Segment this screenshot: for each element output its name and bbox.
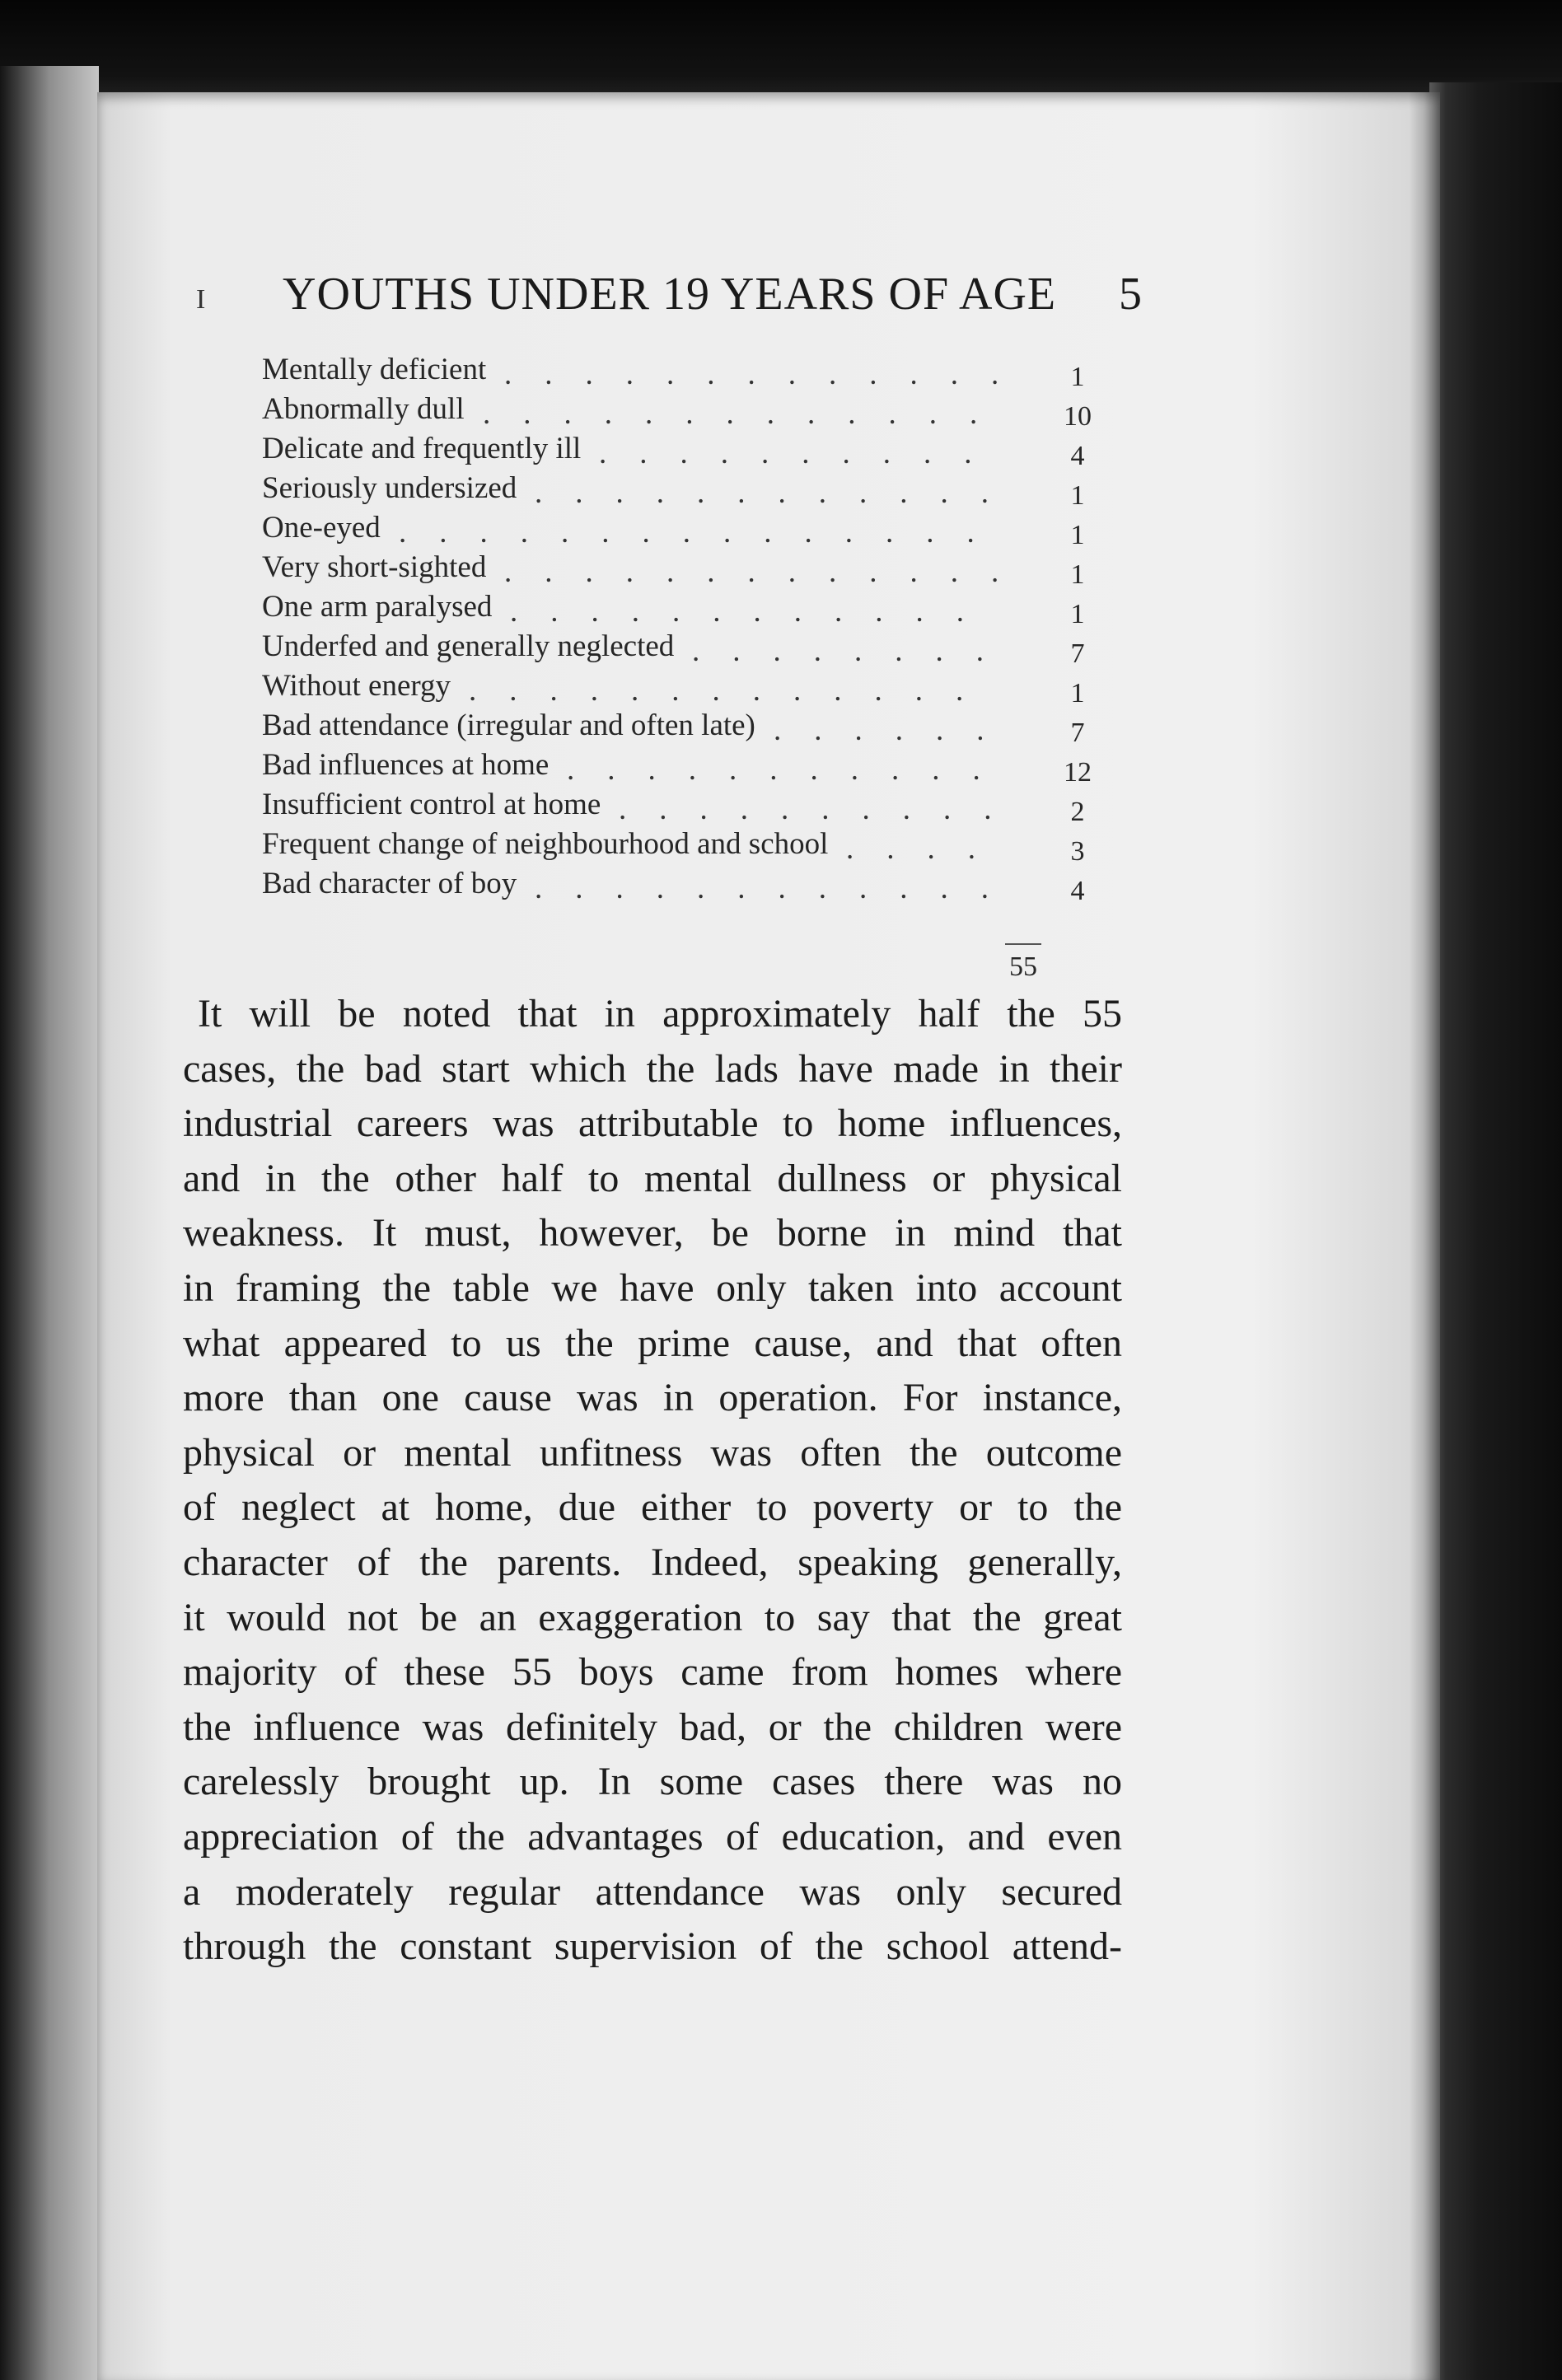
row-value: 7	[1070, 638, 1085, 669]
table-row	[262, 708, 1102, 747]
table-row	[262, 629, 1102, 668]
table-total: 55	[1009, 952, 1037, 982]
body-paragraph	[183, 987, 1122, 1975]
row-value: 4	[1070, 441, 1085, 471]
body-line: and in the other half to mental dullness or physical	[183, 1156, 1122, 1200]
scanner-background-top	[0, 0, 1562, 95]
table-row	[262, 431, 1102, 470]
body-line: industrial careers was attributable to home influences,	[183, 1101, 1122, 1146]
table-row	[262, 866, 1102, 905]
row-label: Delicate and frequently ill	[262, 432, 582, 465]
row-label: Abnormally dull	[262, 392, 465, 426]
book-edge-right	[1429, 82, 1562, 2380]
row-value: 10	[1064, 401, 1092, 432]
page-number: 5	[1119, 269, 1142, 320]
running-head	[196, 268, 1142, 334]
row-value: 1	[1070, 678, 1085, 708]
leader-dots: ....	[846, 832, 1008, 866]
table-row	[262, 391, 1102, 431]
leader-dots: ..........	[599, 437, 1005, 470]
body-line: it would not be an exaggeration to say that the great	[183, 1595, 1122, 1639]
row-label: Insufficient control at home	[262, 788, 601, 821]
row-label: Underfed and generally neglected	[262, 629, 675, 663]
table-row	[262, 747, 1102, 787]
row-value: 1	[1070, 559, 1085, 590]
body-line: the influence was definitely bad, or the children were	[183, 1704, 1122, 1749]
row-label: One-eyed	[262, 511, 381, 545]
body-line: carelessly brought up. In some cases there was no	[183, 1760, 1122, 1804]
row-value: 7	[1070, 718, 1085, 748]
leader-dots: ..........	[619, 793, 1025, 826]
table-row	[262, 589, 1102, 629]
table-row	[262, 787, 1102, 826]
body-line: physical or mental unfitness was often the outcome	[183, 1430, 1122, 1475]
total-rule	[1005, 943, 1041, 945]
body-line: cases, the bad start which the lads have made in their	[183, 1046, 1122, 1091]
body-line: of neglect at home, due either to poverty or to the	[183, 1485, 1122, 1530]
chapter-number: I	[196, 284, 206, 315]
leader-dots: ............	[535, 476, 1022, 510]
row-label: Mentally deficient	[262, 353, 487, 386]
leader-dots: ...............	[399, 516, 1008, 549]
body-line: appreciation of the advantages of education, and even	[183, 1814, 1122, 1859]
table-row	[262, 826, 1102, 866]
body-line: It will be noted that in approximately half the 55	[198, 992, 1122, 1036]
table-row	[262, 470, 1102, 510]
row-value: 1	[1070, 599, 1085, 629]
leader-dots: .............	[483, 397, 1011, 431]
leader-dots: ......	[774, 713, 1017, 747]
page-edge-shadow	[1409, 92, 1440, 2380]
row-value: 1	[1070, 520, 1085, 550]
row-label: Bad character of boy	[262, 867, 517, 900]
leader-dots: ........	[692, 634, 1017, 668]
row-value: 3	[1070, 836, 1085, 867]
body-line: a moderately regular attendance was only secured	[183, 1869, 1122, 1914]
causes-table	[262, 352, 1102, 905]
row-value: 4	[1070, 876, 1085, 906]
running-head-title: YOUTHS UNDER 19 YEARS OF AGE	[283, 269, 1057, 320]
row-value: 1	[1070, 362, 1085, 392]
body-line: through the constant supervision of the school attend-	[183, 1924, 1122, 1969]
body-line: what appeared to us the prime cause, and that often	[183, 1321, 1122, 1365]
leader-dots: .............	[504, 555, 1032, 589]
table-row	[262, 549, 1102, 589]
row-value: 2	[1070, 797, 1085, 827]
leader-dots: .............	[469, 674, 997, 708]
body-line: in framing the table we have only taken into account	[183, 1265, 1122, 1310]
row-label: Without energy	[262, 669, 451, 703]
body-line: weakness. It must, however, be borne in mind that	[183, 1211, 1122, 1255]
row-label: Very short-sighted	[262, 550, 487, 584]
leader-dots: ............	[510, 595, 997, 629]
leader-dots: ............	[535, 872, 1022, 905]
body-line: majority of these 55 boys came from homes where	[183, 1650, 1122, 1695]
table-row	[262, 510, 1102, 549]
table-row	[262, 352, 1102, 391]
row-value: 12	[1064, 757, 1092, 788]
row-label: Bad influences at home	[262, 748, 550, 782]
book-gutter-left	[0, 66, 99, 2380]
row-label: Frequent change of neighbourhood and school	[262, 827, 829, 861]
row-label: One arm paralysed	[262, 590, 493, 624]
leader-dots: ...........	[567, 753, 1013, 787]
body-line: more than one cause was in operation. For instance,	[183, 1376, 1122, 1420]
body-line: character of the parents. Indeed, speaking generally,	[183, 1540, 1122, 1584]
leader-dots: .............	[504, 358, 1032, 391]
row-label: Seriously undersized	[262, 471, 517, 505]
table-row	[262, 668, 1102, 708]
row-label: Bad attendance (irregular and often late)	[262, 708, 755, 742]
row-value: 1	[1070, 480, 1085, 511]
